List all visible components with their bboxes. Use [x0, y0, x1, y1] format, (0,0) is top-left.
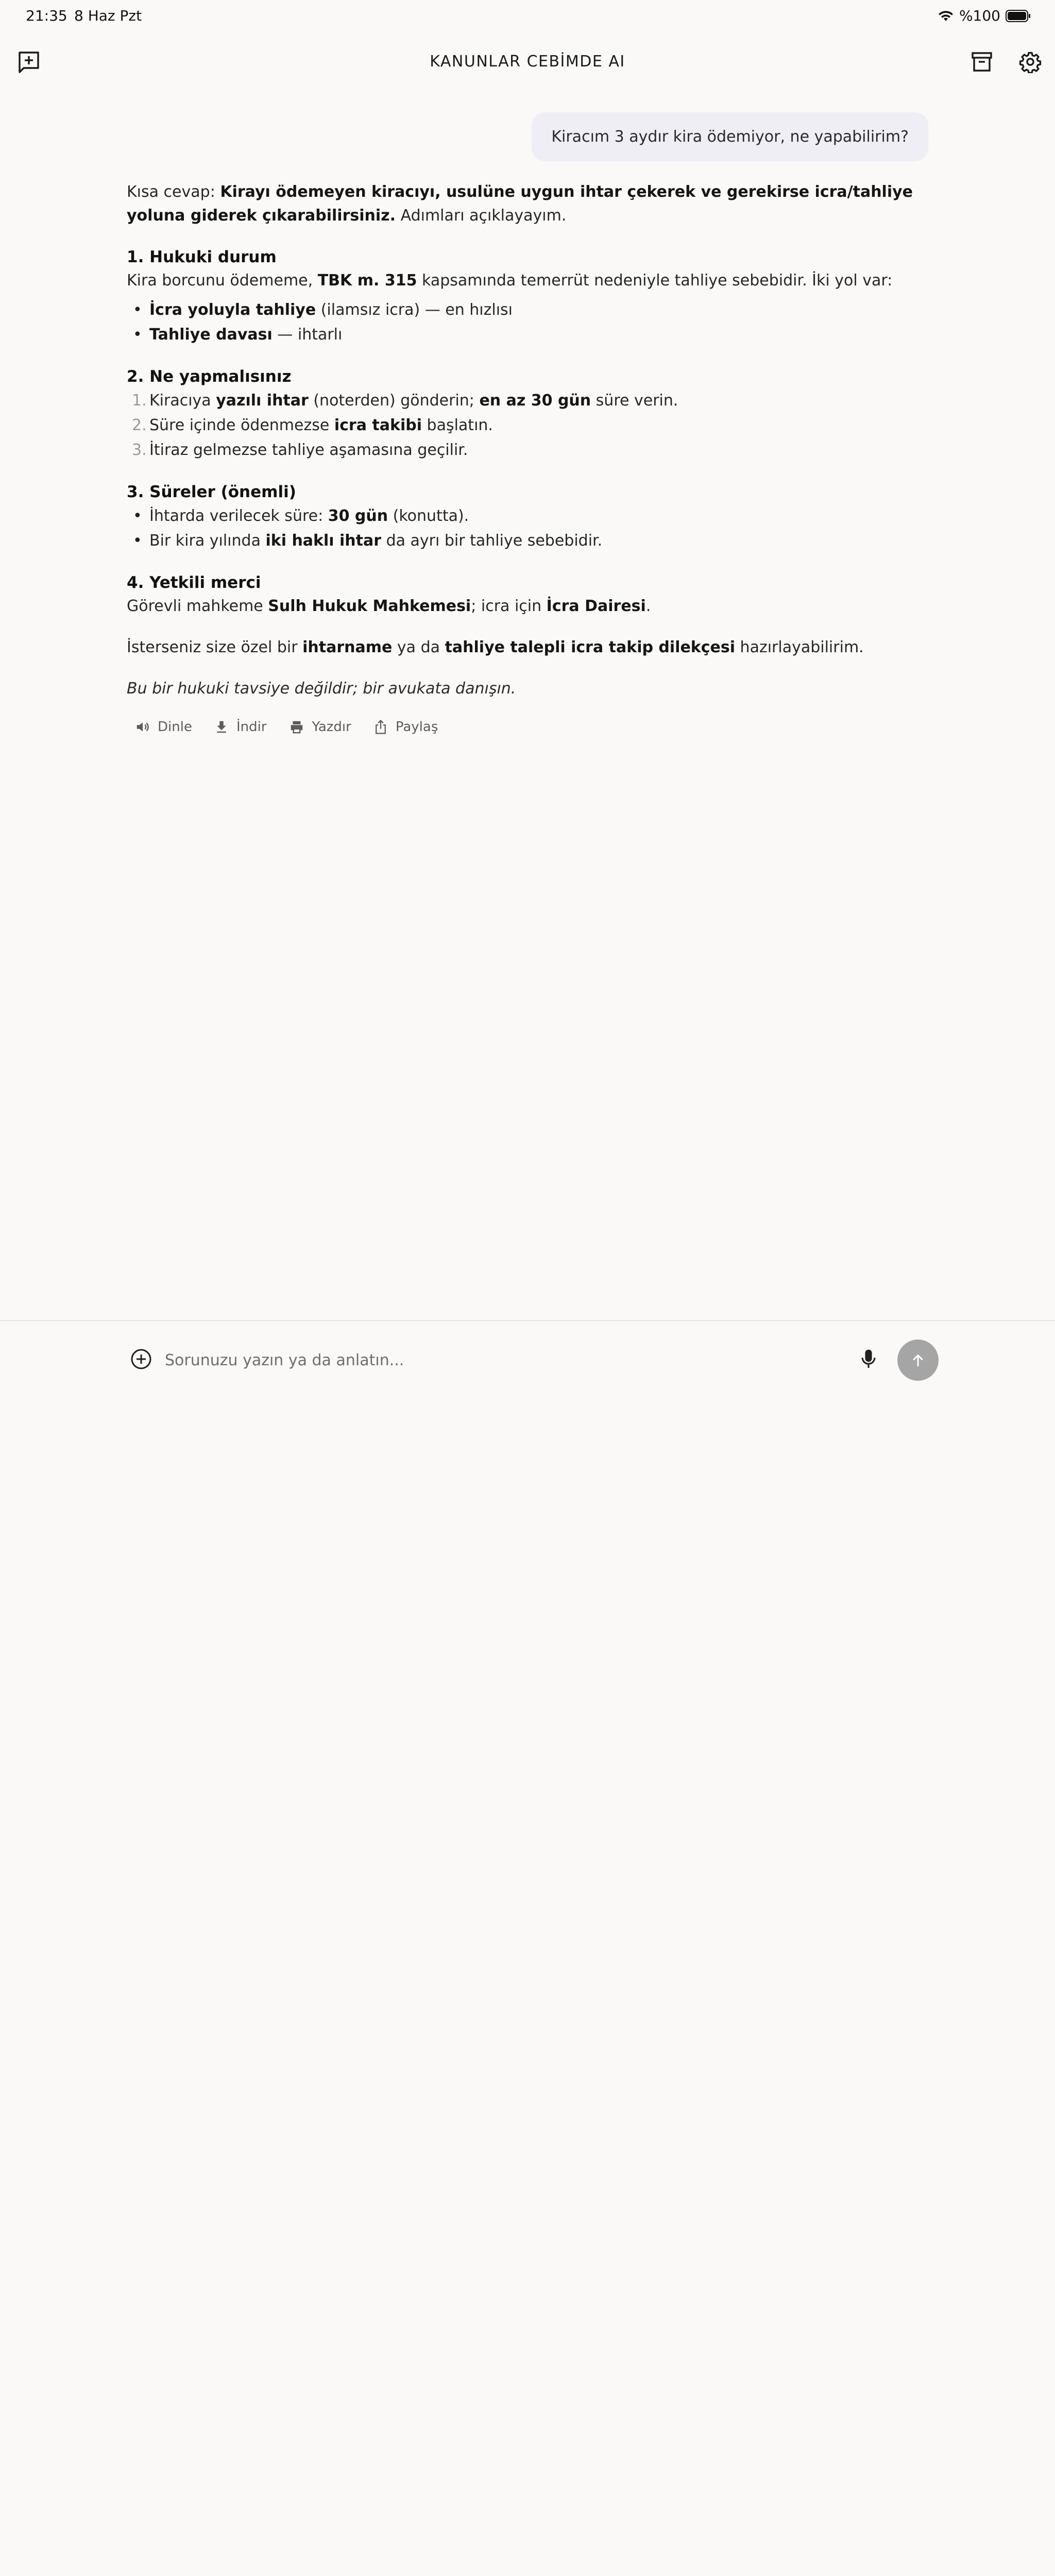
section1-text [127, 269, 930, 293]
settings-gear-icon [1019, 50, 1042, 73]
bullet-text: da ayrı bir tahliye sebebidir. [381, 532, 603, 550]
app-title: KANUNLAR CEBİMDE AI [430, 53, 625, 71]
status-bar [0, 0, 1055, 33]
section2-heading: 2. Ne yapmalısınız [127, 367, 292, 386]
list-item [127, 388, 930, 413]
section4-text-c: ; icra için [471, 597, 547, 615]
step-text: (noterden) gönderin; [308, 392, 480, 410]
bullet-text: (konutta). [388, 507, 469, 525]
intro-bold: Kirayı ödemeyen kiracıyı, usulüne uygun ihtar çekerek ve gerekirse icra/tahliye yoluna giderek çıkarabilirsiniz. [127, 183, 913, 225]
download-icon [214, 719, 229, 735]
offer-text-c: ya da [392, 638, 445, 656]
print-label: Yazdır [312, 719, 351, 735]
offer-text-d: hazırlayabilirim. [735, 638, 864, 656]
section3-bullets [127, 504, 930, 553]
section2-steps [127, 388, 930, 463]
section1-heading: 1. Hukuki durum [127, 248, 277, 266]
bullet-text: Bir kira yılında [149, 532, 266, 550]
user-message-bubble: Kiracım 3 aydır kira ödemiyor, ne yapabilirim? [532, 112, 928, 161]
share-icon [373, 719, 388, 735]
step-number: 2. [132, 416, 147, 434]
bullet-bold: İcra yoluyla tahliye [149, 301, 316, 319]
send-button[interactable] [897, 1340, 939, 1381]
bullet-rest: — ihtarlı [272, 326, 343, 344]
section1-text-bold: TBK m. 315 [317, 272, 417, 290]
download-label: İndir [236, 719, 267, 735]
top-bar [0, 33, 1055, 90]
section4-text-a: Görevli mahkeme [127, 597, 268, 615]
step-bold: icra takibi [334, 416, 422, 434]
list-item [127, 298, 930, 323]
battery-percent: %100 [959, 7, 1000, 24]
intro-prefix: Kısa cevap: [127, 183, 220, 201]
status-time: 21:35 [26, 7, 67, 24]
bullet-bold: 30 gün [328, 507, 388, 525]
offer-text-a: İsterseniz size özel bir [127, 638, 303, 656]
assistant-message [127, 180, 930, 739]
step-text: süre verin. [591, 392, 678, 410]
step-number: 3. [132, 441, 147, 459]
list-item [127, 413, 930, 438]
composer-bar [0, 1320, 1055, 1408]
section4-bold-court: Sulh Hukuk Mahkemesi [268, 597, 471, 615]
wifi-icon [938, 10, 954, 22]
share-label: Paylaş [395, 719, 438, 735]
battery-icon [1006, 9, 1031, 23]
step-text: Kiracıya [149, 392, 216, 410]
step-text: başlatın. [422, 416, 493, 434]
step-text: İtiraz gelmezse tahliye aşamasına geçilir. [149, 441, 468, 459]
share-button[interactable] [373, 715, 438, 739]
offer-bold-b: tahliye talepli icra takip dilekçesi [445, 638, 736, 656]
bullet-rest: (ilamsız icra) — en hızlısı [316, 301, 513, 319]
intro-suffix: Adımları açıklayayım. [396, 207, 567, 225]
archive-button[interactable] [968, 48, 995, 75]
offer-paragraph [127, 636, 930, 659]
message-input[interactable] [165, 1348, 835, 1372]
step-number: 1. [132, 392, 147, 410]
section1-text-prefix: Kira borcunu ödememe, [127, 272, 318, 290]
section4-heading: 4. Yetkili merci [127, 573, 261, 592]
bullet-bold: Tahliye davası [149, 326, 273, 344]
printer-icon [288, 719, 305, 735]
step-bold: en az 30 gün [479, 392, 591, 410]
status-indicators [938, 7, 1031, 24]
list-item [127, 438, 930, 463]
archive-icon [971, 50, 993, 73]
step-text: Süre içinde ödenmezse [149, 416, 334, 434]
section1-bullets [127, 293, 930, 347]
listen-label: Dinle [158, 719, 192, 735]
disclaimer: Bu bir hukuki tavsiye değildir; bir avukata danışın. [127, 680, 516, 698]
intro-paragraph [127, 180, 930, 228]
listen-button[interactable] [135, 715, 192, 739]
attach-button[interactable] [129, 1347, 154, 1371]
section4-text [127, 595, 930, 618]
offer-bold-a: ihtarname [302, 638, 393, 656]
section3-heading: 3. Süreler (önemli) [127, 483, 296, 501]
settings-button[interactable] [1017, 48, 1044, 75]
status-date: 8 Haz Pzt [74, 7, 142, 24]
list-item [127, 323, 930, 347]
microphone-button[interactable] [857, 1347, 880, 1371]
arrow-up-icon [910, 1352, 926, 1368]
section4-text-d: . [645, 597, 651, 615]
bullet-text: İhtarda verilecek süre: [149, 507, 328, 525]
bullet-bold: iki haklı ihtar [265, 532, 382, 550]
section4-bold-office: İcra Dairesi [546, 597, 646, 615]
microphone-icon [860, 1348, 877, 1370]
download-button[interactable] [214, 715, 267, 739]
list-item [127, 529, 930, 553]
message-actions [127, 715, 930, 739]
section1-text-suffix: kapsamında temerrüt nedeniyle tahliye sebebidir. İki yol var: [417, 272, 893, 290]
list-item [127, 504, 930, 529]
step-bold: yazılı ihtar [216, 392, 309, 410]
print-button[interactable] [288, 715, 351, 739]
plus-circle-icon [130, 1348, 152, 1370]
speaker-icon [135, 719, 150, 735]
